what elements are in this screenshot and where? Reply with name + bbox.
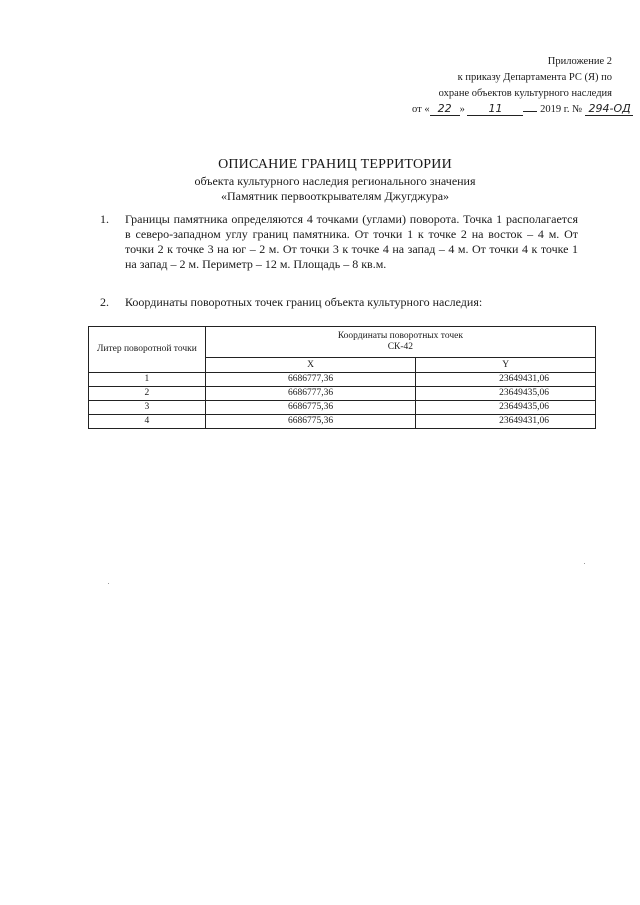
cell-x: 6686775,36 — [205, 415, 415, 429]
cell-point: 3 — [89, 401, 206, 415]
section-2 — [100, 295, 578, 310]
document-subtitle-1: объекта культурного наследия регионального значения — [194, 174, 476, 188]
document-subtitle-2: «Памятник первооткрывателям Джугджура» — [220, 189, 450, 203]
section-1-text: Границы памятника определяются 4 точками (углами) поворота. Точка 1 располагается в северо-западном углу границ памятника. От точки 1 к точке 2 на восток – 4 м. От точки 2 к точке 3 на юг – 2 м. От точки 3 к точке 4 на запад – 4 м. От точки 4 к точке 1 на запад – 2 м. Периметр – 12 м. Площадь – 8 кв.м. — [125, 212, 578, 271]
header-coordinates — [205, 327, 595, 358]
document-title: ОПИСАНИЕ ГРАНИЦ ТЕРРИТОРИИ — [218, 157, 452, 172]
cell-point: 4 — [89, 415, 206, 429]
cell-point: 2 — [89, 387, 206, 401]
appendix-order-ref: к приказу Департамента РС (Я) по — [457, 72, 612, 83]
table-row — [89, 373, 596, 387]
title-block — [150, 156, 520, 204]
header-coordinates-line1: Координаты поворотных точек — [337, 331, 463, 341]
cell-y: 23649435,06 — [416, 401, 596, 415]
section-1-number: 1. — [100, 212, 109, 226]
cell-point: 1 — [89, 373, 206, 387]
cell-y: 23649431,06 — [416, 415, 596, 429]
date-day-handwritten: 22 — [430, 103, 460, 116]
order-number-handwritten: 294-ОД — [585, 103, 633, 116]
table-row — [89, 387, 596, 401]
date-mid: » — [459, 104, 465, 115]
appendix-label: Приложение 2 — [547, 56, 612, 67]
cell-y: 23649435,06 — [416, 387, 596, 401]
cell-y: 23649431,06 — [416, 373, 596, 387]
header-coordinates-line2: СК-42 — [387, 342, 414, 352]
appendix-header — [412, 54, 631, 118]
date-month-handwritten: 11 — [467, 103, 523, 116]
section-2-number: 2. — [100, 295, 109, 309]
coordinates-table — [88, 326, 596, 429]
cell-x: 6686775,36 — [205, 401, 415, 415]
header-y: Y — [416, 358, 596, 373]
section-2-text: Координаты поворотных точек границ объекта культурного наследия: — [125, 295, 483, 309]
cell-x: 6686777,36 — [205, 373, 415, 387]
date-prefix: от « — [412, 104, 430, 115]
appendix-department: охране объектов культурного наследия — [438, 88, 612, 99]
scan-speck — [584, 563, 585, 564]
appendix-date-line — [412, 102, 631, 118]
header-x: X — [205, 358, 415, 373]
header-point-letter: Литер поворотной точки — [89, 327, 206, 373]
section-1 — [100, 212, 578, 272]
date-year: 2019 г. № — [540, 104, 583, 115]
scan-speck — [108, 583, 109, 584]
table-row — [89, 401, 596, 415]
cell-x: 6686777,36 — [205, 387, 415, 401]
table-row — [89, 415, 596, 429]
